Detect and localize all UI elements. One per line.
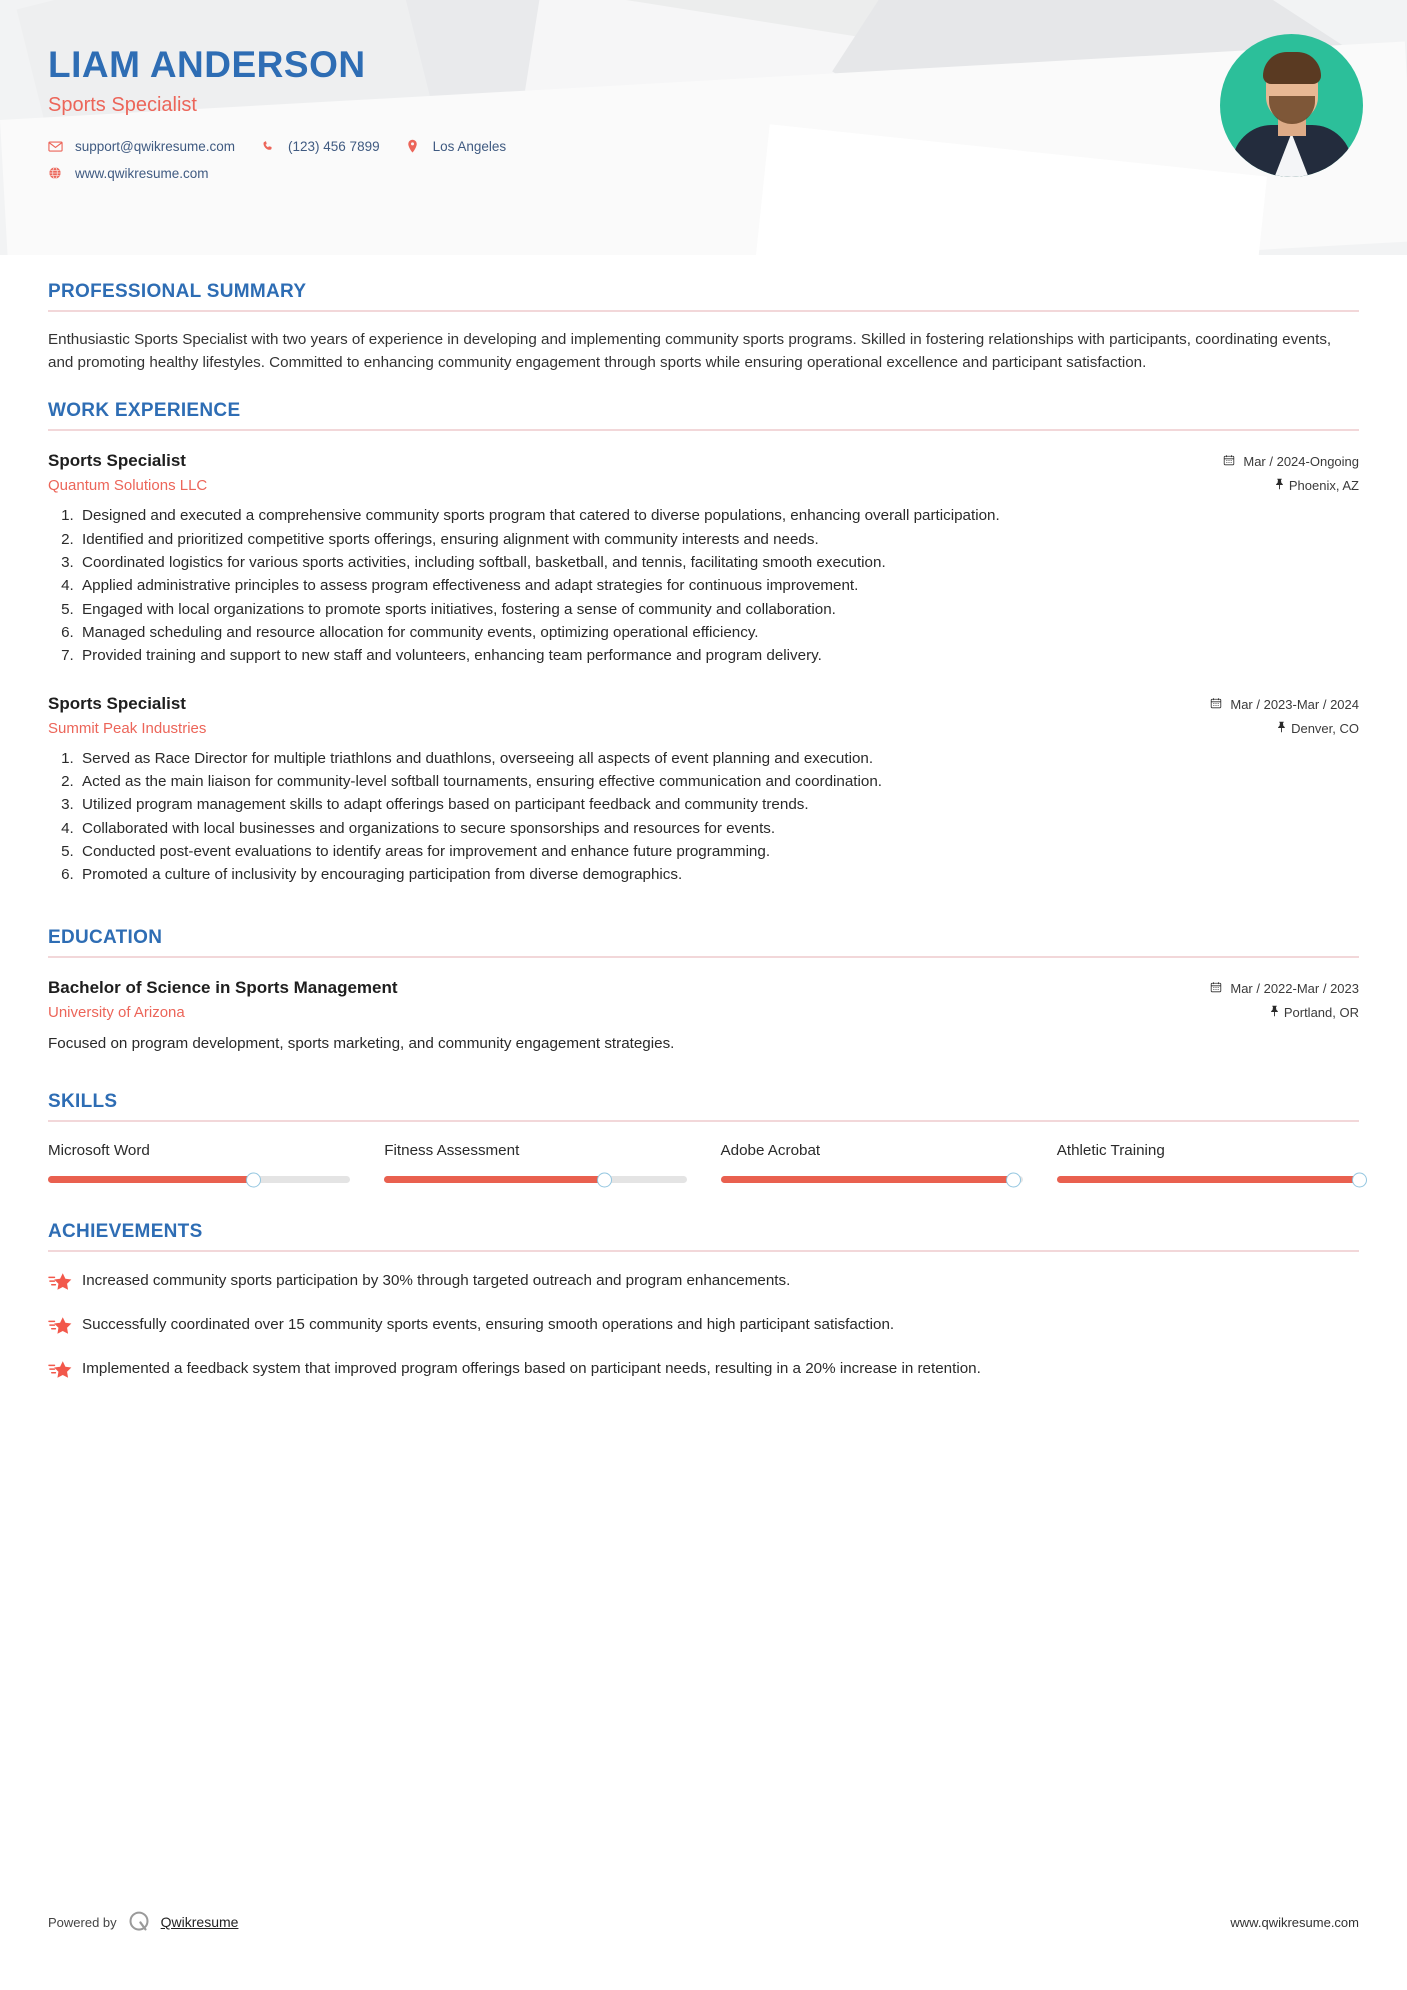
section-title-summary: PROFESSIONAL SUMMARY xyxy=(48,281,307,302)
list-item: 3. Coordinated logistics for various sports activities, including softball, basketball, and tennis, facilitating smooth execution. xyxy=(78,552,1359,574)
achievement-text: Successfully coordinated over 15 community sports events, ensuring smooth operations and high participant satisfaction. xyxy=(82,1316,895,1334)
footer-brand-block xyxy=(48,1910,238,1934)
skill-label: Fitness Assessment xyxy=(384,1142,520,1160)
skill-item xyxy=(48,1142,350,1183)
experience-location-label: Phoenix, AZ xyxy=(1288,478,1359,494)
pushpin-icon xyxy=(1274,478,1289,493)
globe-icon xyxy=(48,166,68,180)
powered-by-label: Powered by xyxy=(48,1914,117,1930)
calendar-icon xyxy=(1210,697,1222,712)
skills-grid xyxy=(48,1142,1359,1183)
list-item: 4. Applied administrative principles to assess program effectiveness and adapt strategies for continuous improvement. xyxy=(78,575,1359,597)
education-dates-label: Mar / 2022-Mar / 2023 xyxy=(1230,980,1359,996)
education-location-label: Portland, OR xyxy=(1283,1004,1359,1020)
pushpin-icon xyxy=(1269,1005,1284,1020)
experience-dates xyxy=(1210,697,1359,712)
pushpin-icon xyxy=(1276,721,1291,736)
list-item: 5. Engaged with local organizations to promote sports initiatives, fostering a sense of community and collaboration. xyxy=(78,599,1359,621)
qwikresume-logo-icon xyxy=(127,1910,151,1934)
experience-dates-label: Mar / 2023-Mar / 2024 xyxy=(1230,696,1359,712)
contact-location-label: Los Angeles xyxy=(432,138,507,154)
contact-email[interactable] xyxy=(48,139,235,154)
skill-knob[interactable] xyxy=(597,1172,612,1187)
experience-location xyxy=(1276,721,1359,736)
education-school: University of Arizona xyxy=(48,1003,185,1021)
section-education xyxy=(48,927,1359,1056)
list-item: 6. Promoted a culture of inclusivity by encouraging participation from diverse demographics. xyxy=(78,864,1359,886)
education-entry xyxy=(48,978,1359,1056)
list-item xyxy=(48,1358,1359,1386)
contact-phone[interactable] xyxy=(261,139,380,154)
candidate-role: Sports Specialist xyxy=(48,93,197,116)
skill-slider[interactable] xyxy=(721,1176,1023,1183)
section-divider xyxy=(48,1250,1359,1252)
list-item: 5. Conducted post-event evaluations to identify areas for improvement and enhance future programming. xyxy=(78,841,1359,863)
section-skills xyxy=(48,1091,1359,1183)
list-item: 1. Served as Race Director for multiple triathlons and duathlons, overseeing all aspects of event planning and execution. xyxy=(78,748,1359,770)
shooting-star-icon xyxy=(48,1314,82,1342)
achievements-list xyxy=(48,1270,1359,1386)
contact-website-label: www.qwikresume.com xyxy=(75,165,209,181)
section-professional-summary xyxy=(48,281,1359,374)
experience-job-title: Sports Specialist xyxy=(48,451,186,471)
education-location xyxy=(1269,1005,1359,1020)
skill-knob[interactable] xyxy=(246,1172,261,1187)
list-item xyxy=(48,1270,1359,1298)
shooting-star-icon xyxy=(48,1358,82,1386)
contact-email-label: support@qwikresume.com xyxy=(75,138,236,154)
skill-fill xyxy=(1057,1176,1359,1183)
experience-job-title: Sports Specialist xyxy=(48,693,186,713)
skill-fill xyxy=(48,1176,254,1183)
section-title-education: EDUCATION xyxy=(48,926,163,948)
list-item: 6. Managed scheduling and resource allocation for community events, optimizing operational efficiency. xyxy=(78,622,1359,644)
experience-company: Summit Peak Industries xyxy=(48,719,207,737)
experience-entry xyxy=(48,694,1359,887)
achievement-text: Increased community sports participation by 30% through targeted outreach and program enhancements. xyxy=(82,1272,791,1290)
achievement-text: Implemented a feedback system that improved program offerings based on participant needs, resulting in a 20% increase in retention. xyxy=(82,1360,981,1378)
avatar-beard xyxy=(1269,96,1315,124)
section-title-achievements: ACHIEVEMENTS xyxy=(48,1221,203,1243)
skill-label: Adobe Acrobat xyxy=(720,1142,821,1160)
resume-header xyxy=(0,0,1407,255)
contact-location xyxy=(406,139,507,154)
experience-company: Quantum Solutions LLC xyxy=(48,477,208,495)
candidate-name: LIAM ANDERSON xyxy=(48,44,366,85)
avatar-hair xyxy=(1263,52,1321,84)
skill-slider[interactable] xyxy=(384,1176,686,1183)
section-divider xyxy=(48,956,1359,958)
section-title-experience: WORK EXPERIENCE xyxy=(48,400,241,422)
avatar-portrait xyxy=(1220,34,1363,177)
contact-block xyxy=(48,139,1359,181)
section-work-experience xyxy=(48,400,1359,886)
list-item xyxy=(48,1314,1359,1342)
section-divider xyxy=(48,1120,1359,1122)
skill-slider[interactable] xyxy=(1057,1176,1359,1183)
experience-dates-label: Mar / 2024-Ongoing xyxy=(1243,454,1359,470)
section-achievements xyxy=(48,1221,1359,1386)
summary-text: Enthusiastic Sports Specialist with two years of experience in developing and implementing community sports programs. Skilled in fostering relationships with participants, coordinating events, and promoting healthy lifestyles. Committed to enhancing community engagement through sports while ensuring operational excellence and participant satisfaction. xyxy=(48,331,1332,372)
shooting-star-icon xyxy=(48,1270,82,1298)
skill-label: Microsoft Word xyxy=(48,1142,150,1160)
skill-slider[interactable] xyxy=(48,1176,350,1183)
skill-label: Athletic Training xyxy=(1056,1142,1165,1160)
resume-footer xyxy=(48,1910,1359,1934)
education-dates xyxy=(1210,981,1359,996)
list-item: 3. Utilized program management skills to adapt offerings based on participant feedback and community trends. xyxy=(78,794,1359,816)
footer-url[interactable]: www.qwikresume.com xyxy=(1230,1914,1359,1930)
list-item: 7. Provided training and support to new staff and volunteers, enhancing team performance and program delivery. xyxy=(78,645,1359,667)
experience-dates xyxy=(1223,454,1359,469)
skill-knob[interactable] xyxy=(1006,1172,1021,1187)
skill-item xyxy=(1057,1142,1359,1183)
qwikresume-brand-link[interactable]: Qwikresume xyxy=(160,1914,239,1930)
section-divider xyxy=(48,429,1359,431)
skill-item xyxy=(721,1142,1023,1183)
list-item: 4. Collaborated with local businesses and organizations to secure sponsorships and resources for events. xyxy=(78,818,1359,840)
experience-points xyxy=(48,505,1359,667)
skill-knob[interactable] xyxy=(1352,1172,1367,1187)
experience-location-label: Denver, CO xyxy=(1291,720,1359,736)
skill-item xyxy=(384,1142,686,1183)
list-item: 1. Designed and executed a comprehensive community sports program that catered to diverse populations, enhancing overall participation. xyxy=(78,505,1359,527)
map-pin-icon xyxy=(406,139,426,154)
list-item: 2. Acted as the main liaison for community-level softball tournaments, ensuring effective communication and coordination. xyxy=(78,771,1359,793)
skill-fill xyxy=(384,1176,605,1183)
phone-icon xyxy=(261,139,281,153)
resume-body xyxy=(0,281,1407,1386)
experience-entry xyxy=(48,451,1359,667)
contact-row-website xyxy=(48,166,1359,181)
calendar-icon xyxy=(1223,454,1235,469)
envelope-icon xyxy=(48,139,68,154)
contact-website[interactable] xyxy=(48,166,209,181)
skill-fill xyxy=(721,1176,1014,1183)
education-description: Focused on program development, sports marketing, and community engagement strategies. xyxy=(48,1034,675,1052)
experience-location xyxy=(1274,478,1359,493)
avatar xyxy=(1220,34,1363,177)
contact-row-primary xyxy=(48,139,1359,154)
section-divider xyxy=(48,310,1359,312)
contact-phone-label: (123) 456 7899 xyxy=(288,138,380,154)
list-item: 2. Identified and prioritized competitive sports offerings, ensuring alignment with community interests and needs. xyxy=(78,529,1359,551)
calendar-icon xyxy=(1210,981,1222,996)
education-degree: Bachelor of Science in Sports Management xyxy=(48,977,398,997)
experience-points xyxy=(48,748,1359,887)
section-title-skills: SKILLS xyxy=(48,1091,118,1113)
